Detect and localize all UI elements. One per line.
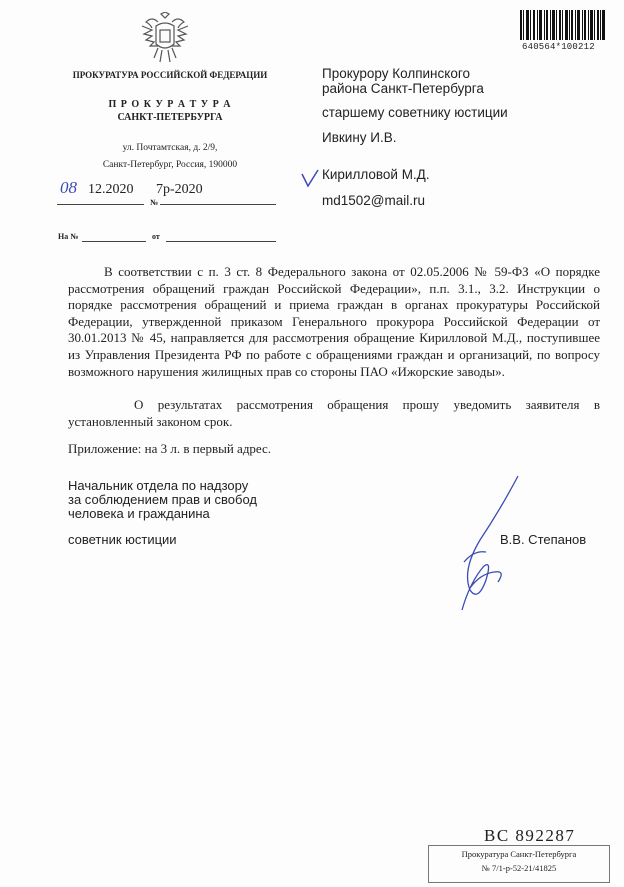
checkmark-icon xyxy=(300,168,320,190)
coat-of-arms-emblem xyxy=(138,12,192,64)
registration-stamp xyxy=(428,845,610,883)
sender-org-line3: САНКТ-ПЕТЕРБУРГА xyxy=(117,112,223,123)
serial-number: ВС 892287 xyxy=(484,826,576,845)
stamp-number: № 7/1-р-52-21/41825 xyxy=(481,863,557,873)
recipient-email: md1502@mail.ru xyxy=(322,193,425,208)
barcode-number: 640564*100212 xyxy=(522,42,595,52)
body-paragraph-2: О результатах рассмотрения обращения прошу уведомить заявителя в установленный законом срок. xyxy=(68,397,600,429)
barcode xyxy=(520,10,605,44)
reply-date-underline xyxy=(166,241,276,242)
date-underline xyxy=(57,204,144,205)
signer-title-line3: человека и гражданина xyxy=(68,506,210,521)
attachment-line: Приложение: на 3 л. в первый адрес. xyxy=(68,441,272,456)
number-label: № xyxy=(150,198,159,207)
reply-from-label: от xyxy=(152,232,160,241)
recipient-line3: старшему советнику юстиции xyxy=(322,105,508,120)
outgoing-date: 12.2020 xyxy=(88,182,134,197)
recipient-line4: Ивкину И.В. xyxy=(322,130,397,145)
stamp-org: Прокуратура Санкт-Петербурга xyxy=(461,849,577,859)
handwritten-signature xyxy=(440,470,530,620)
signer-title-line1: Начальник отдела по надзору xyxy=(68,478,249,493)
body-paragraph-1: В соответствии с п. 3 ст. 8 Федерального закона от 02.05.2006 № 59-ФЗ «О порядке рассмотрения обращений граждан Российской Федерации», п.п. 3.1., 3.2. Инструкции о порядке рассмотрения обращений и приема граждан в органах прокуратуры Российской Федерации, утвержденной приказом Генерального прокурора Российской Федерации от 30.01.2013 № 45, направляется для рассмотрения обращение Кирилловой М.Д., поступившее из Управления Президента РФ по работе с обращениями граждан и организаций, по вопросу возможного нарушения жилищных прав со стороны ПАО «Ижорские заводы». xyxy=(68,264,600,379)
reply-label: На № xyxy=(58,232,79,241)
date-handwritten: 08 xyxy=(60,178,77,197)
sender-org-line2: П Р О К У Р А Т У Р А xyxy=(108,99,232,110)
sender-org-line1: ПРОКУРАТУРА РОССИЙСКОЙ ФЕДЕРАЦИИ xyxy=(72,70,268,80)
signer-rank: советник юстиции xyxy=(68,532,177,547)
recipient-line2: района Санкт-Петербурга xyxy=(322,81,484,96)
signer-title-line2: за соблюдением прав и свобод xyxy=(68,492,257,507)
reply-number-underline xyxy=(82,241,146,242)
outgoing-number: 7р-2020 xyxy=(156,182,203,197)
recipient-line1: Прокурору Колпинского xyxy=(322,66,470,81)
recipient-line5: Кирилловой М.Д. xyxy=(322,167,430,182)
sender-street: ул. Почтамтская, д. 2/9, xyxy=(122,143,218,153)
signer-name: В.В. Степанов xyxy=(500,532,587,547)
number-underline xyxy=(160,204,276,205)
sender-city: Санкт-Петербург, Россия, 190000 xyxy=(102,160,238,170)
